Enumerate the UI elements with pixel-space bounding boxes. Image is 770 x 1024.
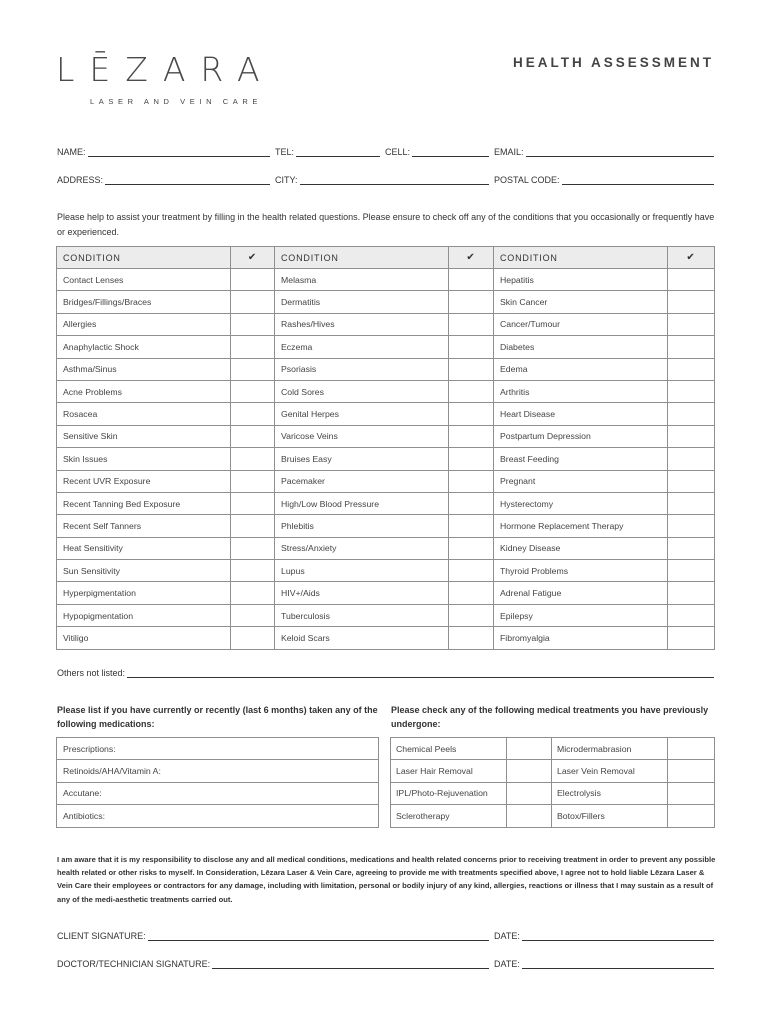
email-field[interactable]	[494, 143, 714, 157]
medication-row	[57, 805, 379, 827]
condition-checkbox[interactable]	[668, 560, 715, 582]
others-line[interactable]	[127, 669, 714, 678]
email-label: EMAIL:	[494, 147, 524, 157]
condition-checkbox[interactable]	[231, 291, 275, 313]
tel-label: TEL:	[275, 147, 295, 157]
treatment-checkbox[interactable]	[507, 760, 552, 782]
page-title: HEALTH ASSESSMENT	[512, 55, 714, 70]
condition-checkbox[interactable]	[668, 269, 715, 291]
name-field[interactable]	[57, 143, 270, 157]
city-label: CITY:	[275, 175, 298, 185]
condition-checkbox[interactable]	[231, 269, 275, 291]
table-row	[57, 291, 715, 313]
name-line[interactable]	[88, 148, 270, 157]
condition-checkbox[interactable]	[449, 380, 494, 402]
table-row	[57, 403, 715, 425]
condition-label: Recent Self Tanners	[57, 515, 231, 537]
condition-checkbox[interactable]	[231, 627, 275, 649]
treatment-label: IPL/Photo-Rejuvenation	[391, 782, 507, 804]
condition-checkbox[interactable]	[449, 425, 494, 447]
treatment-checkbox[interactable]	[668, 782, 715, 804]
table-row	[57, 560, 715, 582]
condition-checkbox[interactable]	[231, 313, 275, 335]
condition-checkbox[interactable]	[668, 515, 715, 537]
condition-label: Adrenal Fatigue	[494, 582, 668, 604]
medication-row	[57, 760, 379, 782]
condition-checkbox[interactable]	[668, 537, 715, 559]
table-row	[57, 515, 715, 537]
condition-label: Anaphylactic Shock	[57, 336, 231, 358]
conditions-body	[57, 269, 715, 650]
condition-checkbox[interactable]	[449, 269, 494, 291]
treatment-label: Botox/Fillers	[552, 805, 668, 827]
logo-wordmark: LĒZARA	[56, 50, 275, 89]
condition-label: Recent UVR Exposure	[57, 470, 231, 492]
table-row	[57, 448, 715, 470]
condition-checkbox[interactable]	[231, 604, 275, 626]
check-header-icon: ✔	[231, 247, 275, 269]
condition-checkbox[interactable]	[668, 582, 715, 604]
condition-label: Rashes/Hives	[275, 313, 449, 335]
condition-label: Lupus	[275, 560, 449, 582]
postal-code-field[interactable]	[494, 171, 714, 185]
condition-checkbox[interactable]	[231, 537, 275, 559]
condition-label: Diabetes	[494, 336, 668, 358]
condition-label: Rosacea	[57, 403, 231, 425]
others-label: Others not listed:	[57, 668, 126, 678]
postal-code-line[interactable]	[562, 176, 714, 185]
condition-label: Breast Feeding	[494, 448, 668, 470]
condition-checkbox[interactable]	[449, 336, 494, 358]
table-row	[57, 627, 715, 649]
medication-row	[57, 738, 379, 760]
condition-checkbox[interactable]	[449, 403, 494, 425]
treatment-row	[391, 760, 715, 782]
treatment-label: Laser Hair Removal	[391, 760, 507, 782]
condition-checkbox[interactable]	[668, 358, 715, 380]
table-row	[57, 470, 715, 492]
treatments-table	[390, 737, 715, 828]
doctor-signature-field[interactable]	[57, 955, 489, 969]
brand-logo	[56, 52, 278, 106]
condition-label: Fibromyalgia	[494, 627, 668, 649]
condition-label: HIV+/Aids	[275, 582, 449, 604]
condition-label: Melasma	[275, 269, 449, 291]
logo-tagline: LASER AND VEIN CARE	[90, 97, 263, 106]
medication-row	[57, 782, 379, 804]
condition-label: Stress/Anxiety	[275, 537, 449, 559]
email-line[interactable]	[526, 148, 714, 157]
condition-checkbox[interactable]	[668, 627, 715, 649]
condition-checkbox[interactable]	[668, 448, 715, 470]
condition-checkbox[interactable]	[449, 470, 494, 492]
condition-checkbox[interactable]	[668, 313, 715, 335]
condition-checkbox[interactable]	[231, 470, 275, 492]
treatment-checkbox[interactable]	[668, 805, 715, 827]
condition-checkbox[interactable]	[231, 336, 275, 358]
client-signature-line[interactable]	[148, 932, 489, 941]
address-label: ADDRESS:	[57, 175, 104, 185]
address-field[interactable]	[57, 171, 270, 185]
condition-checkbox[interactable]	[231, 380, 275, 402]
treatments-heading: Please check any of the following medical treatments you have previously undergone:	[391, 705, 709, 729]
condition-checkbox[interactable]	[668, 403, 715, 425]
condition-checkbox[interactable]	[449, 313, 494, 335]
condition-label: Sensitive Skin	[57, 425, 231, 447]
client-date-line[interactable]	[522, 932, 714, 941]
condition-label: Pacemaker	[275, 470, 449, 492]
table-row	[57, 492, 715, 514]
condition-label: Recent Tanning Bed Exposure	[57, 492, 231, 514]
condition-checkbox[interactable]	[231, 358, 275, 380]
treatment-checkbox[interactable]	[507, 738, 552, 760]
condition-label: Phlebitis	[275, 515, 449, 537]
condition-checkbox[interactable]	[231, 403, 275, 425]
medications-table	[56, 737, 379, 828]
condition-checkbox[interactable]	[449, 560, 494, 582]
medications-heading: Please list if you have currently or recently (last 6 months) taken any of the following medications:	[57, 705, 378, 729]
condition-label: Epilepsy	[494, 604, 668, 626]
check-header-icon: ✔	[668, 247, 715, 269]
condition-checkbox[interactable]	[668, 380, 715, 402]
condition-label: Hyperpigmentation	[57, 582, 231, 604]
condition-label: Arthritis	[494, 380, 668, 402]
condition-checkbox[interactable]	[668, 604, 715, 626]
table-row	[57, 425, 715, 447]
condition-label: High/Low Blood Pressure	[275, 492, 449, 514]
name-label: NAME:	[57, 147, 86, 157]
table-row	[57, 604, 715, 626]
client-date-field[interactable]	[494, 927, 714, 941]
condition-checkbox[interactable]	[231, 515, 275, 537]
table-row	[57, 358, 715, 380]
treatment-label: Sclerotherapy	[391, 805, 507, 827]
condition-label: Keloid Scars	[275, 627, 449, 649]
condition-label: Sun Sensitivity	[57, 560, 231, 582]
condition-checkbox[interactable]	[449, 515, 494, 537]
client-signature-field[interactable]	[57, 927, 489, 941]
condition-checkbox[interactable]	[231, 425, 275, 447]
condition-label: Tuberculosis	[275, 604, 449, 626]
consent-text: I am aware that it is my responsibility to disclose any and all medical conditions, medications and health related concerns prior to receiving treatment in order to prevent any possible health related or other risks to myself. In Consideration, Lēzara Laser & Vein Care, agreeing to provide me with treatments specified above, I agree not to hold liable Lēzara Laser & Vein Care their employees or contractors for any damage, including with limitation, personal or bodily injury of any kind, allergies, reactions or illness that I may sustain as a result of any of the medi-aesthetic treatments carried out.	[57, 855, 716, 904]
condition-checkbox[interactable]	[449, 604, 494, 626]
condition-label: Psoriasis	[275, 358, 449, 380]
medication-entry[interactable]: Prescriptions:	[57, 738, 379, 760]
treatment-label: Microdermabrasion	[552, 738, 668, 760]
others-field[interactable]	[57, 664, 714, 678]
treatment-row	[391, 805, 715, 827]
doctor-date-field[interactable]	[494, 955, 714, 969]
condition-checkbox[interactable]	[668, 470, 715, 492]
medication-entry[interactable]: Retinoids/AHA/Vitamin A:	[57, 760, 379, 782]
condition-label: Hepatitis	[494, 269, 668, 291]
cell-line[interactable]	[412, 148, 489, 157]
condition-checkbox[interactable]	[449, 582, 494, 604]
condition-label: Postpartum Depression	[494, 425, 668, 447]
condition-label: Vitiligo	[57, 627, 231, 649]
treatment-row	[391, 782, 715, 804]
intro-text: Please help to assist your treatment by filling in the health related questions. Please ensure to check off any of the conditions that you occasionally or frequently have or experienced.	[57, 212, 715, 237]
condition-label: Heart Disease	[494, 403, 668, 425]
treatment-row	[391, 738, 715, 760]
condition-label: Skin Issues	[57, 448, 231, 470]
condition-label: Allergies	[57, 313, 231, 335]
doctor-date-line[interactable]	[522, 960, 714, 969]
condition-checkbox[interactable]	[449, 291, 494, 313]
condition-checkbox[interactable]	[668, 492, 715, 514]
tel-line[interactable]	[296, 148, 380, 157]
treatment-label: Chemical Peels	[391, 738, 507, 760]
table-row	[57, 336, 715, 358]
treatment-checkbox[interactable]	[668, 738, 715, 760]
client-signature-label: CLIENT SIGNATURE:	[57, 931, 146, 941]
address-line[interactable]	[105, 176, 270, 185]
doctor-date-label: DATE:	[494, 959, 520, 969]
treatment-label: Electrolysis	[552, 782, 668, 804]
condition-label: Hormone Replacement Therapy	[494, 515, 668, 537]
condition-checkbox[interactable]	[231, 448, 275, 470]
condition-checkbox[interactable]	[231, 560, 275, 582]
condition-label: Bridges/Fillings/Braces	[57, 291, 231, 313]
postal-code-label: POSTAL CODE:	[494, 175, 560, 185]
condition-label: Hypopigmentation	[57, 604, 231, 626]
condition-label: Edema	[494, 358, 668, 380]
client-date-label: DATE:	[494, 931, 520, 941]
table-row	[57, 269, 715, 291]
condition-label: Bruises Easy	[275, 448, 449, 470]
treatment-checkbox[interactable]	[668, 760, 715, 782]
doctor-signature-line[interactable]	[212, 960, 489, 969]
condition-label: Kidney Disease	[494, 537, 668, 559]
condition-header: CONDITION	[494, 247, 668, 269]
condition-checkbox[interactable]	[668, 291, 715, 313]
table-row	[57, 582, 715, 604]
condition-label: Acne Problems	[57, 380, 231, 402]
conditions-table	[56, 246, 715, 650]
condition-label: Thyroid Problems	[494, 560, 668, 582]
condition-header: CONDITION	[57, 247, 231, 269]
city-field[interactable]	[275, 171, 489, 185]
table-row	[57, 313, 715, 335]
condition-checkbox[interactable]	[449, 358, 494, 380]
condition-checkbox[interactable]	[231, 492, 275, 514]
doctor-signature-label: DOCTOR/TECHNICIAN SIGNATURE:	[57, 959, 211, 969]
condition-checkbox[interactable]	[668, 425, 715, 447]
condition-label: Genital Herpes	[275, 403, 449, 425]
condition-label: Heat Sensitivity	[57, 537, 231, 559]
condition-label: Hysterectomy	[494, 492, 668, 514]
cell-label: CELL:	[385, 147, 411, 157]
cell-field[interactable]	[385, 143, 489, 157]
condition-label: Dermatitis	[275, 291, 449, 313]
condition-label: Eczema	[275, 336, 449, 358]
treatment-checkbox[interactable]	[507, 782, 552, 804]
table-row	[57, 537, 715, 559]
condition-label: Skin Cancer	[494, 291, 668, 313]
condition-checkbox[interactable]	[449, 537, 494, 559]
condition-header: CONDITION	[275, 247, 449, 269]
condition-label: Cold Sores	[275, 380, 449, 402]
conditions-header-row	[57, 247, 715, 269]
condition-label: Varicose Veins	[275, 425, 449, 447]
tel-field[interactable]	[275, 143, 380, 157]
condition-checkbox[interactable]	[231, 582, 275, 604]
condition-checkbox[interactable]	[668, 336, 715, 358]
city-line[interactable]	[300, 176, 489, 185]
condition-label: Asthma/Sinus	[57, 358, 231, 380]
treatment-checkbox[interactable]	[507, 805, 552, 827]
table-row	[57, 380, 715, 402]
condition-label: Pregnant	[494, 470, 668, 492]
condition-checkbox[interactable]	[449, 627, 494, 649]
medication-entry[interactable]: Accutane:	[57, 782, 379, 804]
condition-checkbox[interactable]	[449, 492, 494, 514]
condition-label: Cancer/Tumour	[494, 313, 668, 335]
treatment-label: Laser Vein Removal	[552, 760, 668, 782]
check-header-icon: ✔	[449, 247, 494, 269]
condition-label: Contact Lenses	[57, 269, 231, 291]
condition-checkbox[interactable]	[449, 448, 494, 470]
medication-entry[interactable]: Antibiotics:	[57, 805, 379, 827]
